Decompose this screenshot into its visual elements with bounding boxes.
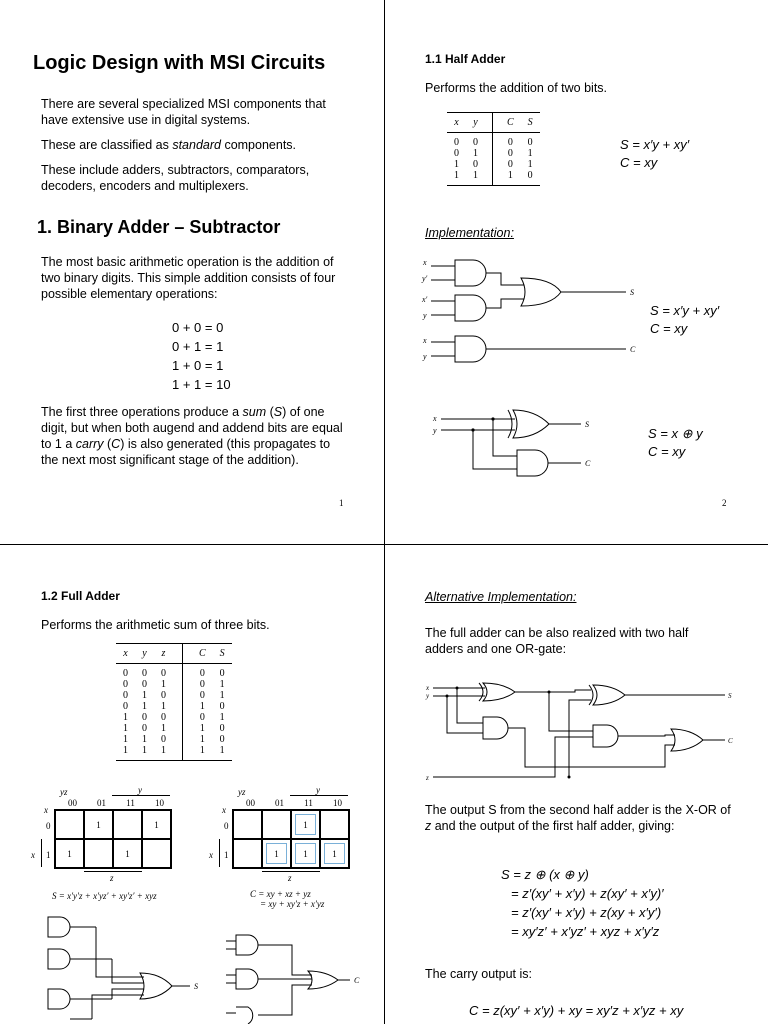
kmap-sum bbox=[30, 785, 190, 900]
kmap-x-label: x bbox=[44, 805, 48, 815]
table-cell: 0 bbox=[527, 170, 533, 181]
table-cell: 0 bbox=[199, 690, 205, 701]
label-c: C bbox=[354, 976, 360, 985]
table-row bbox=[447, 148, 540, 159]
label-x-prime: x′ bbox=[422, 295, 428, 304]
implementation-label: Implementation: bbox=[425, 226, 514, 240]
table-cell: 0 bbox=[219, 668, 225, 679]
kmap-row-0: 0 bbox=[46, 821, 51, 831]
table-row bbox=[447, 133, 540, 149]
kmap-y-label: y bbox=[138, 785, 142, 795]
label-s: S bbox=[585, 420, 589, 429]
table-cell: 0 bbox=[466, 133, 493, 149]
table-cell: 1 bbox=[123, 723, 128, 734]
paragraph-1: Performs the addition of two bits. bbox=[425, 81, 608, 95]
table-cell: 0 bbox=[507, 148, 513, 159]
kmap-carry-equation: C = xy + xz + yz = xy + xy′z + x′yz bbox=[250, 889, 325, 909]
table-cell: 0 bbox=[154, 664, 183, 680]
full-adder-half-adder-diagram bbox=[425, 677, 737, 787]
section-heading: Alternative Implementation: bbox=[425, 590, 577, 604]
label-s: S bbox=[194, 982, 198, 991]
table-cell: 0 bbox=[507, 159, 513, 170]
table-row bbox=[116, 690, 232, 701]
table-cell: 0 bbox=[142, 723, 147, 734]
table-cell: 1 bbox=[219, 690, 225, 701]
col-c: C bbox=[507, 117, 514, 128]
table-row bbox=[116, 745, 232, 761]
kmap-grid: 1 1 1 1 bbox=[54, 809, 172, 869]
section-heading: 1.1 Half Adder bbox=[425, 52, 506, 66]
col-c: C bbox=[199, 648, 206, 659]
col-x: x bbox=[454, 117, 459, 128]
table-row bbox=[447, 159, 540, 170]
slide-4 bbox=[385, 545, 768, 1024]
sop-equations: S = x′y + xy′ C = xy bbox=[650, 303, 720, 336]
section-heading: 1.2 Full Adder bbox=[41, 589, 120, 603]
label-x: x bbox=[426, 684, 430, 692]
slide-2 bbox=[385, 0, 768, 545]
slide-1 bbox=[0, 0, 385, 545]
table-cell: 0 bbox=[123, 679, 128, 690]
kmap-y-label: y bbox=[316, 785, 320, 795]
kmap-row-1: 1 bbox=[46, 850, 51, 860]
label-y: y bbox=[423, 311, 427, 320]
table-cell: 1 bbox=[466, 170, 493, 186]
label-y: y bbox=[423, 352, 427, 361]
table-cell: 1 bbox=[154, 701, 183, 712]
col-s: S bbox=[527, 117, 533, 128]
table-cell: 0 bbox=[199, 679, 205, 690]
kmap-carry bbox=[208, 785, 368, 900]
table-cell: 0 bbox=[219, 734, 225, 745]
table-cell: 0 bbox=[199, 668, 205, 679]
table-cell: 1 bbox=[454, 170, 459, 181]
table-cell: 0 bbox=[527, 137, 533, 148]
section-heading: 1. Binary Adder – Subtractor bbox=[37, 217, 281, 237]
table-cell: 1 bbox=[142, 734, 147, 745]
label-x: x bbox=[423, 336, 427, 345]
table-cell: 1 bbox=[123, 745, 128, 756]
table-cell: 1 bbox=[219, 679, 225, 690]
table-cell: 0 bbox=[142, 712, 147, 723]
label-s: S bbox=[630, 288, 634, 297]
table-cell: 0 bbox=[142, 679, 147, 690]
table-row bbox=[116, 712, 232, 723]
table-cell: 1 bbox=[199, 701, 205, 712]
kmap-z-label: z bbox=[288, 873, 292, 883]
full-adder-truth-table bbox=[116, 643, 232, 761]
slide-3 bbox=[0, 545, 385, 1024]
table-cell: 1 bbox=[527, 159, 533, 170]
paragraph-2: These are classified as standard components. bbox=[41, 138, 297, 152]
paragraph-3: The carry output is: bbox=[425, 967, 532, 981]
col-s: S bbox=[219, 648, 225, 659]
table-row bbox=[116, 664, 232, 680]
kmap-col-headers: 00 01 11 10 bbox=[246, 798, 342, 808]
table-cell: 0 bbox=[466, 159, 493, 170]
paragraph-1: Performs the arithmetic sum of three bits. bbox=[41, 618, 270, 632]
table-cell: 1 bbox=[154, 745, 183, 761]
table-cell: 1 bbox=[454, 159, 459, 170]
slide-title: Logic Design with MSI Circuits bbox=[33, 52, 326, 74]
table-cell: 0 bbox=[154, 734, 183, 745]
table-row bbox=[447, 170, 540, 186]
binary-operations: 0 + 0 = 0 0 + 1 = 1 1 + 0 = 1 1 + 1 = 10 bbox=[172, 320, 231, 392]
label-c: C bbox=[728, 737, 733, 745]
kmap-z-label: z bbox=[110, 873, 114, 883]
kmap-x-side: x bbox=[31, 850, 35, 860]
kmap-yz-label: yz bbox=[238, 787, 246, 797]
table-cell: 1 bbox=[199, 734, 205, 745]
col-x: x bbox=[123, 648, 128, 659]
paragraph-5: The first three operations produce a sum (S) of one digit, but when both augend and addend bits are equal to 1 a carry (C) is also generated (this propagates to the next most significant stage of the addition). bbox=[41, 405, 343, 467]
kmap-sum-equation: S = x′y′z + x′yz′ + xy′z′ + xyz bbox=[52, 891, 157, 901]
col-y: y bbox=[142, 648, 147, 659]
col-z: z bbox=[154, 644, 183, 664]
paragraph-3: These include adders, subtractors, comparators, decoders, encoders and multiplexers. bbox=[41, 163, 310, 193]
table-cell: 1 bbox=[466, 148, 493, 159]
label-x: x bbox=[423, 258, 427, 267]
table-row bbox=[116, 679, 232, 690]
full-adder-sum-circuit bbox=[32, 913, 212, 1024]
table-cell: 0 bbox=[154, 712, 183, 723]
table-cell: 1 bbox=[219, 745, 225, 756]
half-adder-xor-circuit bbox=[431, 398, 601, 478]
paragraph-1: There are several specialized MSI components that have extensive use in digital systems. bbox=[41, 97, 326, 127]
half-adder-truth-table bbox=[447, 112, 540, 186]
table-cell: 1 bbox=[527, 148, 533, 159]
full-adder-carry-circuit bbox=[220, 931, 370, 1024]
table-cell: 0 bbox=[454, 137, 459, 148]
table-cell: 1 bbox=[199, 723, 205, 734]
kmap-x-label: x bbox=[222, 805, 226, 815]
table-row bbox=[116, 734, 232, 745]
table-row bbox=[116, 701, 232, 712]
col-y: y bbox=[466, 113, 493, 133]
xor-equations: S = x ⊕ y C = xy bbox=[648, 426, 703, 459]
table-cell: 0 bbox=[454, 148, 459, 159]
table-cell: 1 bbox=[154, 679, 183, 690]
kmap-row-1: 1 bbox=[224, 850, 229, 860]
table-cell: 1 bbox=[219, 712, 225, 723]
table-cell: 1 bbox=[199, 745, 205, 756]
sum-derivation: S = z ⊕ (x ⊕ y) = z′(xy′ + x′y) + z(xy′ + x′y)′ = z′(xy′ + x′y) + z(xy + x′y′) = xy′z′ + x′yz′ + xyz + x′y′z bbox=[501, 867, 664, 939]
page-number: 2 bbox=[722, 498, 727, 508]
label-y: y bbox=[426, 692, 430, 700]
kmap-row-0: 0 bbox=[224, 821, 229, 831]
table-cell: 0 bbox=[123, 668, 128, 679]
label-s: S bbox=[728, 692, 732, 700]
table-row bbox=[116, 723, 232, 734]
label-y-prime: y′ bbox=[422, 274, 428, 283]
table-cell: 0 bbox=[219, 723, 225, 734]
paragraph-1: The full adder can be also realized with two half adders and one OR-gate: bbox=[425, 626, 689, 656]
table-cell: 0 bbox=[507, 137, 513, 148]
table-cell: 0 bbox=[123, 701, 128, 712]
table-cell: 1 bbox=[142, 745, 147, 756]
table-cell: 0 bbox=[123, 690, 128, 701]
label-z: z bbox=[426, 774, 429, 782]
paragraph-4: The most basic arithmetic operation is the addition of two binary digits. This simple addition consists of four possible elementary operations: bbox=[41, 255, 336, 301]
kmap-x-side: x bbox=[209, 850, 213, 860]
label-c: C bbox=[630, 345, 636, 354]
page-number: 1 bbox=[339, 498, 344, 508]
table-cell: 0 bbox=[219, 701, 225, 712]
table-cell: 1 bbox=[123, 734, 128, 745]
paragraph-2: The output S from the second half adder is the X-OR of z and the output of the first half adder, giving: bbox=[425, 803, 731, 833]
table-cell: 0 bbox=[142, 668, 147, 679]
kmap-grid: 1 1 1 1 bbox=[232, 809, 350, 869]
label-y: y bbox=[433, 426, 437, 435]
table-cell: 1 bbox=[123, 712, 128, 723]
kmap-col-headers: 00 01 11 10 bbox=[68, 798, 164, 808]
kmap-yz-label: yz bbox=[60, 787, 68, 797]
half-adder-equations: S = x′y + xy′ C = xy bbox=[620, 137, 690, 170]
half-adder-sop-circuit bbox=[421, 250, 641, 370]
table-cell: 1 bbox=[507, 170, 513, 181]
label-x: x bbox=[433, 414, 437, 423]
table-cell: 1 bbox=[154, 723, 183, 734]
table-cell: 1 bbox=[142, 701, 147, 712]
table-cell: 0 bbox=[154, 690, 183, 701]
carry-equation: C = z(xy′ + x′y) + xy = xy′z + x′yz + xy bbox=[469, 1003, 684, 1018]
label-c: C bbox=[585, 459, 591, 468]
table-cell: 1 bbox=[142, 690, 147, 701]
table-cell: 0 bbox=[199, 712, 205, 723]
